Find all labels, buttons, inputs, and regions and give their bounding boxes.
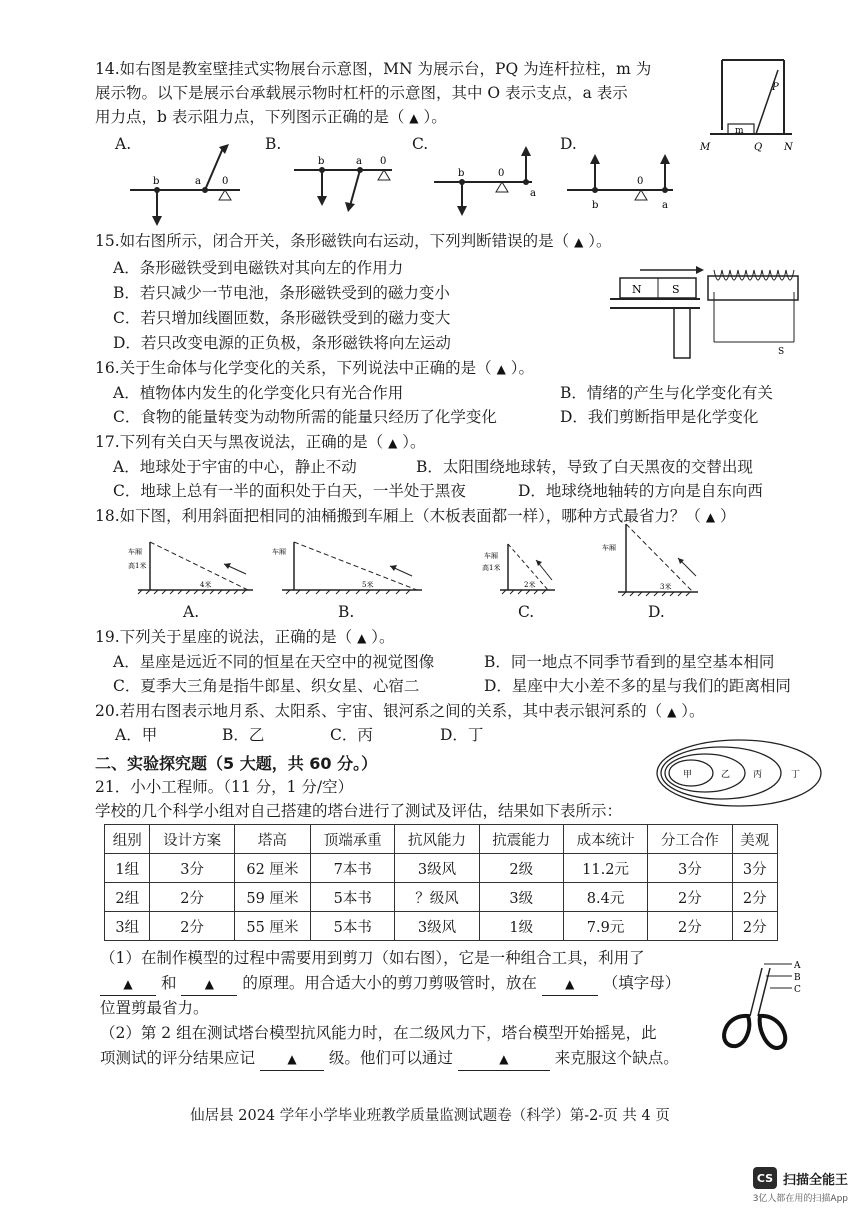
q15-stem-text: 15.如右图所示，闭合开关，条形磁铁向右运动，下列判断错误的是（ [95, 232, 570, 250]
q15-option-a[interactable]: A．条形磁铁受到电磁铁对其向左的作用力 [113, 259, 404, 277]
q14-option-d[interactable]: D. [560, 135, 577, 153]
q18-d-len: 3米 [660, 583, 672, 591]
q16-option-a[interactable]: A．植物体内发生的化学变化只有光合作用 [113, 384, 404, 402]
table-header: 塔高 [234, 825, 310, 854]
q20-option-a[interactable]: A．甲 [115, 726, 158, 744]
table-cell: 2分 [648, 912, 732, 941]
q18-d-car: 车厢 [602, 544, 616, 552]
q14-fig-M: M [700, 142, 711, 153]
table-cell: 1级 [479, 912, 563, 941]
scissor-label-c: C [794, 985, 801, 995]
table-cell: 62 厘米 [234, 854, 310, 883]
q21-part2-c: 来克服这个缺点。 [554, 1049, 679, 1067]
q18-slope-b [272, 538, 432, 608]
watermark-name: 扫描全能王 [782, 1172, 848, 1188]
q14-b-o: 0 [380, 156, 387, 167]
q18-stem-text: 18.如下图，利用斜面把相同的油桶搬到车厢上（木板表面都一样），哪种方式最省力？（ [95, 507, 701, 525]
table-row [105, 854, 778, 883]
q21-hint: （填字母） [602, 974, 681, 992]
q15-electromagnet-figure [610, 262, 810, 362]
q14-a-b: b [153, 176, 160, 187]
cs-logo-icon: CS [753, 1167, 777, 1189]
table-header: 美观 [732, 825, 778, 854]
q19-stem-end: ）。 [371, 628, 395, 646]
q21-part2-line1: （2）第 2 组在测试塔台模型抗风能力时，在二级风力下，塔台模型开始摇晃，此 [100, 1024, 657, 1042]
table-header: 组别 [105, 825, 150, 854]
q19-option-b[interactable]: B．同一地点不同季节看到的星空基本相同 [484, 653, 775, 671]
q18-c-height: 高1米 [482, 564, 501, 572]
answer-blank-2[interactable] [181, 972, 237, 996]
table-cell: 5本书 [311, 912, 395, 941]
answer-blank-mark: ▲ [409, 111, 419, 125]
q16-option-c[interactable]: C．食物的能量转变为动物所需的能量只经历了化学变化 [113, 408, 497, 426]
q21-title: 21．小小工程师。（11 分，1 分/空） [95, 778, 354, 796]
q18-option-d[interactable]: D. [648, 603, 665, 621]
ring-ding: 丁 [791, 770, 801, 780]
page-footer: 仙居县 2024 学年小学毕业班教学质量监测试题卷（科学）第-2-页 共 4 页 [190, 1108, 670, 1124]
q14-b-a: a [356, 156, 362, 167]
q18-option-b[interactable]: B. [338, 603, 355, 621]
q18-a-car: 车厢 [128, 548, 142, 556]
q19-option-a[interactable]: A．星座是远近不同的恒星在天空中的视觉图像 [113, 653, 435, 671]
table-row [105, 912, 778, 941]
table-cell: 2分 [150, 883, 234, 912]
table-cell: 2分 [732, 883, 778, 912]
table-cell: 7本书 [311, 854, 395, 883]
q17-option-a[interactable]: A．地球处于宇宙的中心，静止不动 [113, 458, 357, 476]
q14-lever-d [565, 138, 685, 228]
q17-stem-end: ）。 [402, 433, 426, 451]
q18-slope-a [128, 538, 268, 608]
q14-stem-line2: 展示物。以下是展示台承载展示物时杠杆的示意图，其中 O 表示支点，a 表示 [95, 84, 628, 102]
table-cell: 55 厘米 [234, 912, 310, 941]
q14-fig-N: N [784, 142, 793, 153]
q21-part2-line2 [100, 1047, 679, 1071]
table-header: 抗风能力 [395, 825, 479, 854]
table-cell: 3分 [648, 854, 732, 883]
q18-a-len: 4米 [200, 581, 212, 589]
scissor-label-a: A [794, 961, 801, 971]
scissor-label-b: B [794, 973, 801, 983]
q15-option-c[interactable]: C．若只增加线圈匝数，条形磁铁受到的磁力变大 [113, 309, 451, 327]
q14-stem-line3 [95, 106, 447, 129]
q15-stem-end: ）。 [588, 232, 612, 250]
q17-option-b[interactable]: B．太阳围绕地球转，导致了白天黑夜的交替出现 [416, 458, 753, 476]
q14-stem-text: 用力点，b 表示阻力点，下列图示正确的是（ [95, 108, 405, 126]
q14-a-o: 0 [222, 176, 229, 187]
table-header: 成本统计 [563, 825, 647, 854]
table-cell: 2级 [479, 854, 563, 883]
answer-blank-mark: ▲ [496, 362, 506, 376]
q17-stem [95, 431, 426, 454]
ring-bing: 丙 [753, 770, 763, 780]
q21-part2-b: 级。他们可以通过 [328, 1049, 453, 1067]
answer-blank-mark: ▲ [705, 510, 716, 524]
table-cell: 1组 [105, 854, 150, 883]
q16-stem-end: ）。 [510, 359, 535, 377]
q18-slope-d [598, 520, 708, 610]
q21-part1-line3: 位置剪最省力。 [100, 999, 209, 1017]
q17-stem-text: 17.下列有关白天与黑夜说法，正确的是（ [95, 433, 384, 451]
q14-d-o: 0 [637, 176, 644, 187]
q14-c-a: a [530, 188, 536, 199]
answer-blank-mark: ▲ [357, 631, 367, 645]
watermark-tagline: 3亿人都在用的扫描App [752, 1194, 848, 1204]
scissors-figure [712, 958, 808, 1058]
q16-stem-text: 16.关于生命体与化学变化的关系，下列说法中正确的是（ [95, 359, 492, 377]
table-cell: 2分 [732, 912, 778, 941]
table-cell: 7.9元 [563, 912, 647, 941]
q21-and-text: 和 [160, 974, 177, 992]
q18-b-car: 车厢 [272, 548, 286, 556]
q21-intro: 学校的几个科学小组对自己搭建的塔台进行了测试及评估，结果如下表所示： [95, 802, 623, 820]
switch-s-label: S [778, 347, 785, 357]
table-cell: 5本书 [311, 883, 395, 912]
table-cell: 3级风 [395, 912, 479, 941]
answer-blank-mark: ▲ [667, 705, 677, 719]
q14-option-a[interactable]: A. [115, 135, 132, 153]
q14-d-a: a [662, 200, 668, 211]
q19-option-c[interactable]: C．夏季大三角是指牛郎星、织女星、心宿二 [113, 677, 420, 695]
q14-fig-m: m [735, 126, 744, 136]
q14-fig-Q: Q [754, 142, 763, 153]
answer-blank-mark: ▲ [499, 1052, 509, 1066]
table-cell: 2组 [105, 883, 150, 912]
table-header: 设计方案 [150, 825, 234, 854]
q16-option-b[interactable]: B．情绪的产生与化学变化有关 [560, 384, 773, 402]
q14-lever-c [432, 138, 542, 228]
q15-stem [95, 230, 612, 253]
table-cell: 59 厘米 [234, 883, 310, 912]
answer-blank-mark: ▲ [204, 977, 214, 991]
q14-c-o: 0 [498, 168, 505, 179]
q14-b-b: b [318, 156, 325, 167]
q14-stem-line1: 14.如右图是教室壁挂式实物展台示意图，MN 为展示台，PQ 为连杆拉柱，m 为 [95, 60, 652, 78]
q20-option-d[interactable]: D．丁 [440, 726, 484, 744]
q16-stem [95, 357, 534, 380]
table-cell: 3组 [105, 912, 150, 941]
answer-blank-5[interactable] [458, 1047, 550, 1071]
answer-blank-3[interactable] [542, 972, 598, 996]
q18-option-a[interactable]: A. [183, 603, 200, 621]
q21-part1-line2 [100, 972, 680, 996]
answer-blank-mark: ▲ [123, 977, 133, 991]
q17-option-d[interactable]: D．地球绕地轴转的方向是自东向西 [518, 482, 763, 500]
table-cell: 3分 [150, 854, 234, 883]
q20-option-c[interactable]: C．丙 [330, 726, 373, 744]
table-cell: 2分 [150, 912, 234, 941]
q19-option-d[interactable]: D．星座中大小差不多的星与我们的距离相同 [484, 677, 791, 695]
scanner-watermark [752, 1167, 848, 1204]
table-cell: 8.4元 [563, 883, 647, 912]
q19-stem-text: 19.下列关于星座的说法，正确的是（ [95, 628, 353, 646]
q14-c-b: b [458, 168, 465, 179]
table-row [105, 883, 778, 912]
table-header-row [105, 825, 778, 854]
table-cell: 3级 [479, 883, 563, 912]
table-cell: 11.2元 [563, 854, 647, 883]
q14-option-c[interactable]: C. [412, 135, 429, 153]
table-cell: 3级风 [395, 854, 479, 883]
answer-blank-4[interactable] [260, 1047, 324, 1071]
answer-blank-mark: ▲ [574, 235, 584, 249]
answer-blank-mark: ▲ [565, 977, 575, 991]
ring-jia: 甲 [683, 770, 693, 780]
q18-b-len: 5米 [362, 581, 374, 589]
q18-c-car: 车厢 [484, 552, 498, 560]
q19-stem [95, 626, 395, 649]
q18-slope-c [480, 538, 570, 608]
q14-lever-b [292, 138, 402, 228]
q14-a-a: a [195, 176, 201, 187]
q15-option-b[interactable]: B．若只减少一节电池，条形磁铁受到的磁力变小 [113, 284, 450, 302]
q16-option-d[interactable]: D．我们剪断指甲是化学变化 [560, 408, 759, 426]
q18-a-height: 高1米 [128, 562, 147, 570]
table-cell: ？级风 [395, 883, 479, 912]
q20-stem [95, 700, 705, 723]
table-cell: 2分 [648, 883, 732, 912]
section-two-heading: 二、实验探究题（5 大题，共 60 分。） [95, 754, 378, 773]
q14-option-b[interactable]: B. [265, 135, 282, 153]
answer-blank-mark: ▲ [287, 1052, 297, 1066]
magnet-s-label: S [672, 283, 680, 296]
q21-part1-middle: 的原理。用合适大小的剪刀剪吸管时，放在 [242, 974, 537, 992]
answer-blank-mark: ▲ [388, 436, 398, 450]
q21-part1-line1: （1）在制作模型的过程中需要用到剪刀（如右图），它是一种组合工具，利用了 [100, 949, 645, 967]
tower-score-table [104, 824, 778, 941]
magnet-n-label: N [632, 283, 642, 296]
q14-stem-end: ）。 [423, 108, 447, 126]
q20-option-b[interactable]: B．乙 [222, 726, 265, 744]
q21-part2-a: 项测试的评分结果应记 [100, 1049, 256, 1067]
answer-blank-1[interactable] [100, 972, 156, 996]
table-header: 顶端承重 [311, 825, 395, 854]
ring-yi: 乙 [721, 770, 731, 780]
q18-c-len: 2米 [524, 581, 536, 589]
q14-d-b: b [592, 200, 599, 211]
q14-stand-figure [700, 58, 800, 153]
q17-option-c[interactable]: C．地球上总有一半的面积处于白天，一半处于黑夜 [113, 482, 466, 500]
table-cell: 3分 [732, 854, 778, 883]
q14-fig-p: P [772, 82, 779, 93]
q20-stem-text: 20.若用右图表示地月系、太阳系、宇宙、银河系之间的关系，其中表示银河系的（ [95, 702, 663, 720]
q18-stem-end: ） [720, 507, 736, 525]
q20-stem-end: ）。 [681, 702, 705, 720]
table-header: 抗震能力 [479, 825, 563, 854]
table-header: 分工合作 [648, 825, 732, 854]
q20-nested-ellipses-figure [655, 738, 825, 808]
q15-option-d[interactable]: D．若只改变电源的正负极，条形磁铁将向左运动 [113, 334, 451, 352]
q18-option-c[interactable]: C. [518, 603, 535, 621]
q14-lever-a [125, 138, 245, 228]
